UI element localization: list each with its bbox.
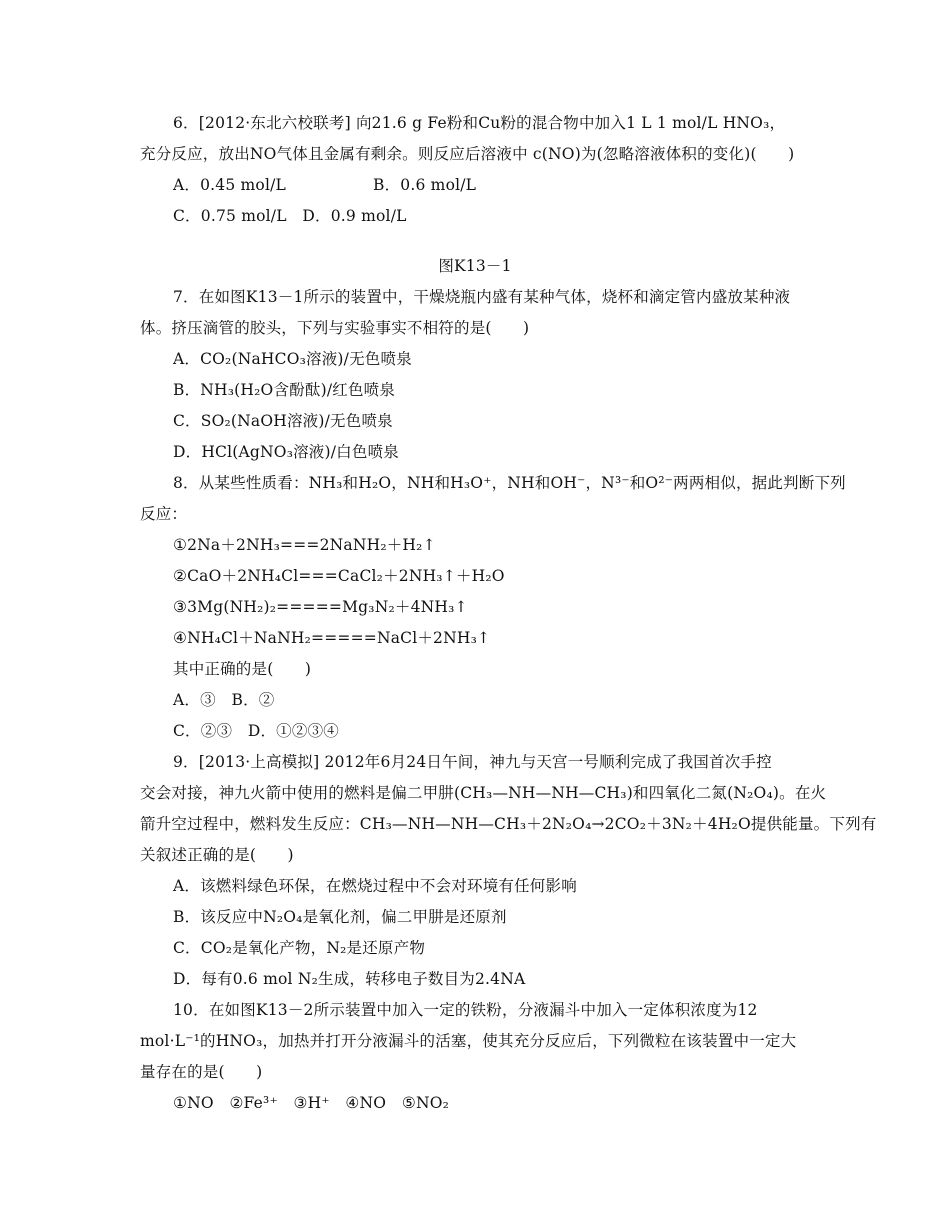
q8-reaction-2: ②CaO＋2NH₄Cl===CaCl₂＋2NH₃↑＋H₂O <box>173 567 505 585</box>
q8-reaction-3: ③3Mg(NH₂)₂=====Mg₃N₂＋4NH₃↑ <box>173 598 468 616</box>
q9-line1: 9．[2013·上高模拟] 2012年6月24日午间，神九与天宫一号顺利完成了我国首次手控 <box>173 753 772 771</box>
q7-option-d: D．HCl(AgNO₃溶液)/白色喷泉 <box>173 443 399 461</box>
q8-reaction-4: ④NH₄Cl＋NaNH₂=====NaCl＋2NH₃↑ <box>173 629 491 647</box>
q7-option-a: A．CO₂(NaHCO₃溶液)/无色喷泉 <box>173 350 412 368</box>
q10-line1: 10．在如图K13－2所示装置中加入一定的铁粉，分液漏斗中加入一定体积浓度为12 <box>173 1001 758 1019</box>
figure-caption: 图K13－1 <box>438 257 512 275</box>
q6-option-b: B．0.6 mol/L <box>373 176 477 194</box>
q8-reaction-1: ①2Na＋2NH₃===2NaNH₂＋H₂↑ <box>173 536 436 554</box>
q6-options-cd: C．0.75 mol/L D．0.9 mol/L <box>173 207 407 225</box>
q9-line2: 交会对接，神九火箭中使用的燃料是偏二甲肼(CH₃—NH—NH—CH₃)和四氧化二氮(N₂O₄)。在火 <box>140 784 827 802</box>
q9-option-c: C．CO₂是氧化产物，N₂是还原产物 <box>173 939 426 957</box>
q8-line2: 反应： <box>140 505 188 523</box>
q9-line3: 箭升空过程中，燃料发生反应：CH₃—NH—NH—CH₃＋2N₂O₄→2CO₂＋3N₂＋4H₂O提供能量。下列有 <box>140 815 877 833</box>
q7-option-b: B．NH₃(H₂O含酚酞)/红色喷泉 <box>173 381 396 399</box>
q6-line2: 充分反应，放出NO气体且金属有剩余。则反应后溶液中 c(NO)为(忽略溶液体积的变化)( ) <box>140 145 795 163</box>
q10-line2: mol·L⁻¹的HNO₃，加热并打开分液漏斗的活塞，使其充分反应后，下列微粒在该装置中一定大 <box>140 1032 797 1050</box>
q7-line2: 体。挤压滴管的胶头，下列与实验事实不相符的是( ) <box>140 319 530 337</box>
q10-options: ①NO ②Fe³⁺ ③H⁺ ④NO ⑤NO₂ <box>173 1094 450 1112</box>
q8-prompt: 其中正确的是( ) <box>173 660 312 678</box>
q6-option-a: A．0.45 mol/L <box>173 176 287 194</box>
q7-line1: 7．在如图K13－1所示的装置中，干燥烧瓶内盛有某种气体，烧杯和滴定管内盛放某种液 <box>173 288 791 306</box>
q9-option-d: D．每有0.6 mol N₂生成，转移电子数目为2.4NA <box>173 970 526 988</box>
q6-options-ab <box>173 175 477 195</box>
q9-option-b: B．该反应中N₂O₄是氧化剂，偏二甲肼是还原剂 <box>173 908 507 926</box>
q7-option-c: C．SO₂(NaOH溶液)/无色喷泉 <box>173 412 393 430</box>
q6-line1: 6．[2012·东北六校联考] 向21.6 g Fe粉和Cu粉的混合物中加入1 L 1 mol/L HNO₃， <box>173 114 786 132</box>
q9-line4: 关叙述正确的是( ) <box>140 846 294 864</box>
q9-option-a: A．该燃料绿色环保，在燃烧过程中不会对环境有任何影响 <box>173 877 577 895</box>
q10-line3: 量存在的是( ) <box>140 1063 263 1081</box>
q8-line1: 8．从某些性质看：NH₃和H₂O，NH和H₃O⁺，NH和OH⁻，N³⁻和O²⁻两两相似，据此判断下列 <box>173 474 846 492</box>
q8-options-ab: A．③ B．② <box>173 691 275 709</box>
q8-options-cd: C．②③ D．①②③④ <box>173 722 339 740</box>
